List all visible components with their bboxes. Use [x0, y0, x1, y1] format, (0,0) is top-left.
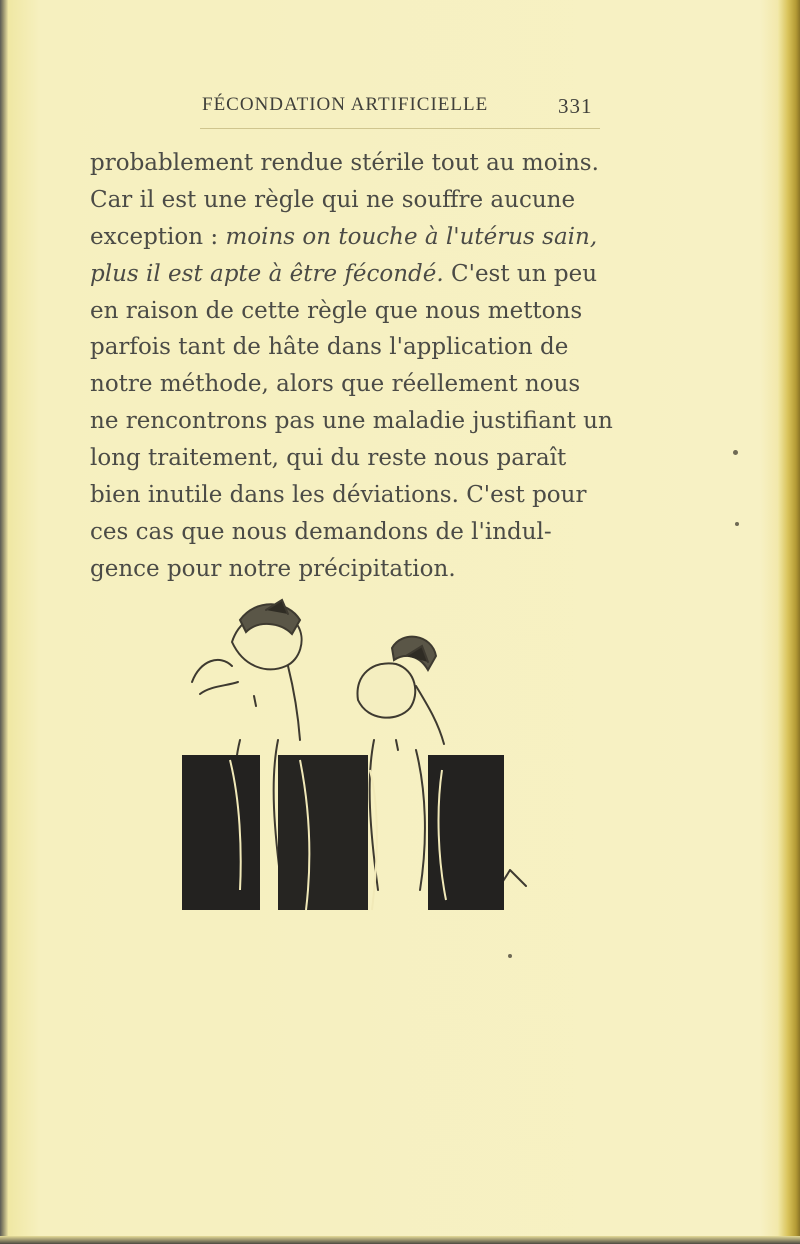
text-line: gence pour notre précipitation. — [90, 555, 456, 582]
text-line: ces cas que nous demandons de l'indul- — [90, 518, 552, 545]
text-line: parfois tant de hâte dans l'application de — [90, 334, 569, 361]
text-run: C'est un peu — [443, 260, 598, 287]
text-line — [90, 256, 610, 293]
text-run: exception : — [90, 223, 226, 250]
text-line: probablement rendue stérile tout au moins. — [90, 150, 599, 176]
running-header — [180, 94, 640, 120]
header-rule — [200, 128, 600, 129]
text-line: bien inutile dans les déviations. C'est pour — [90, 482, 587, 509]
page-number: 331 — [558, 94, 593, 118]
italic-text: moins on touche à l'utérus sain, — [225, 223, 598, 250]
text-line — [90, 219, 610, 256]
page-left-edge — [0, 0, 8, 1244]
text-line: long traitement, qui du reste nous paraît — [90, 445, 567, 472]
dark-block — [278, 755, 368, 910]
page-bottom-edge — [0, 1236, 800, 1244]
text-line: Car il est une règle qui ne souffre aucune — [90, 186, 576, 213]
dark-block — [182, 755, 260, 910]
text-line: en raison de cette règle que nous mettons — [90, 297, 583, 324]
ink-fleck — [508, 954, 512, 958]
page-right-edge — [778, 0, 800, 1244]
vignette-illustration — [170, 590, 530, 930]
body-paragraph — [90, 145, 613, 588]
ink-fleck — [735, 522, 739, 526]
italic-text: plus il est apte à être fécondé. — [90, 260, 444, 287]
ink-fleck — [733, 450, 738, 455]
text-line: notre méthode, alors que réellement nous — [90, 371, 581, 398]
header-title: FÉCONDATION ARTIFICIELLE — [202, 94, 489, 115]
text-line: ne rencontrons pas une maladie justifiant un — [90, 408, 613, 435]
